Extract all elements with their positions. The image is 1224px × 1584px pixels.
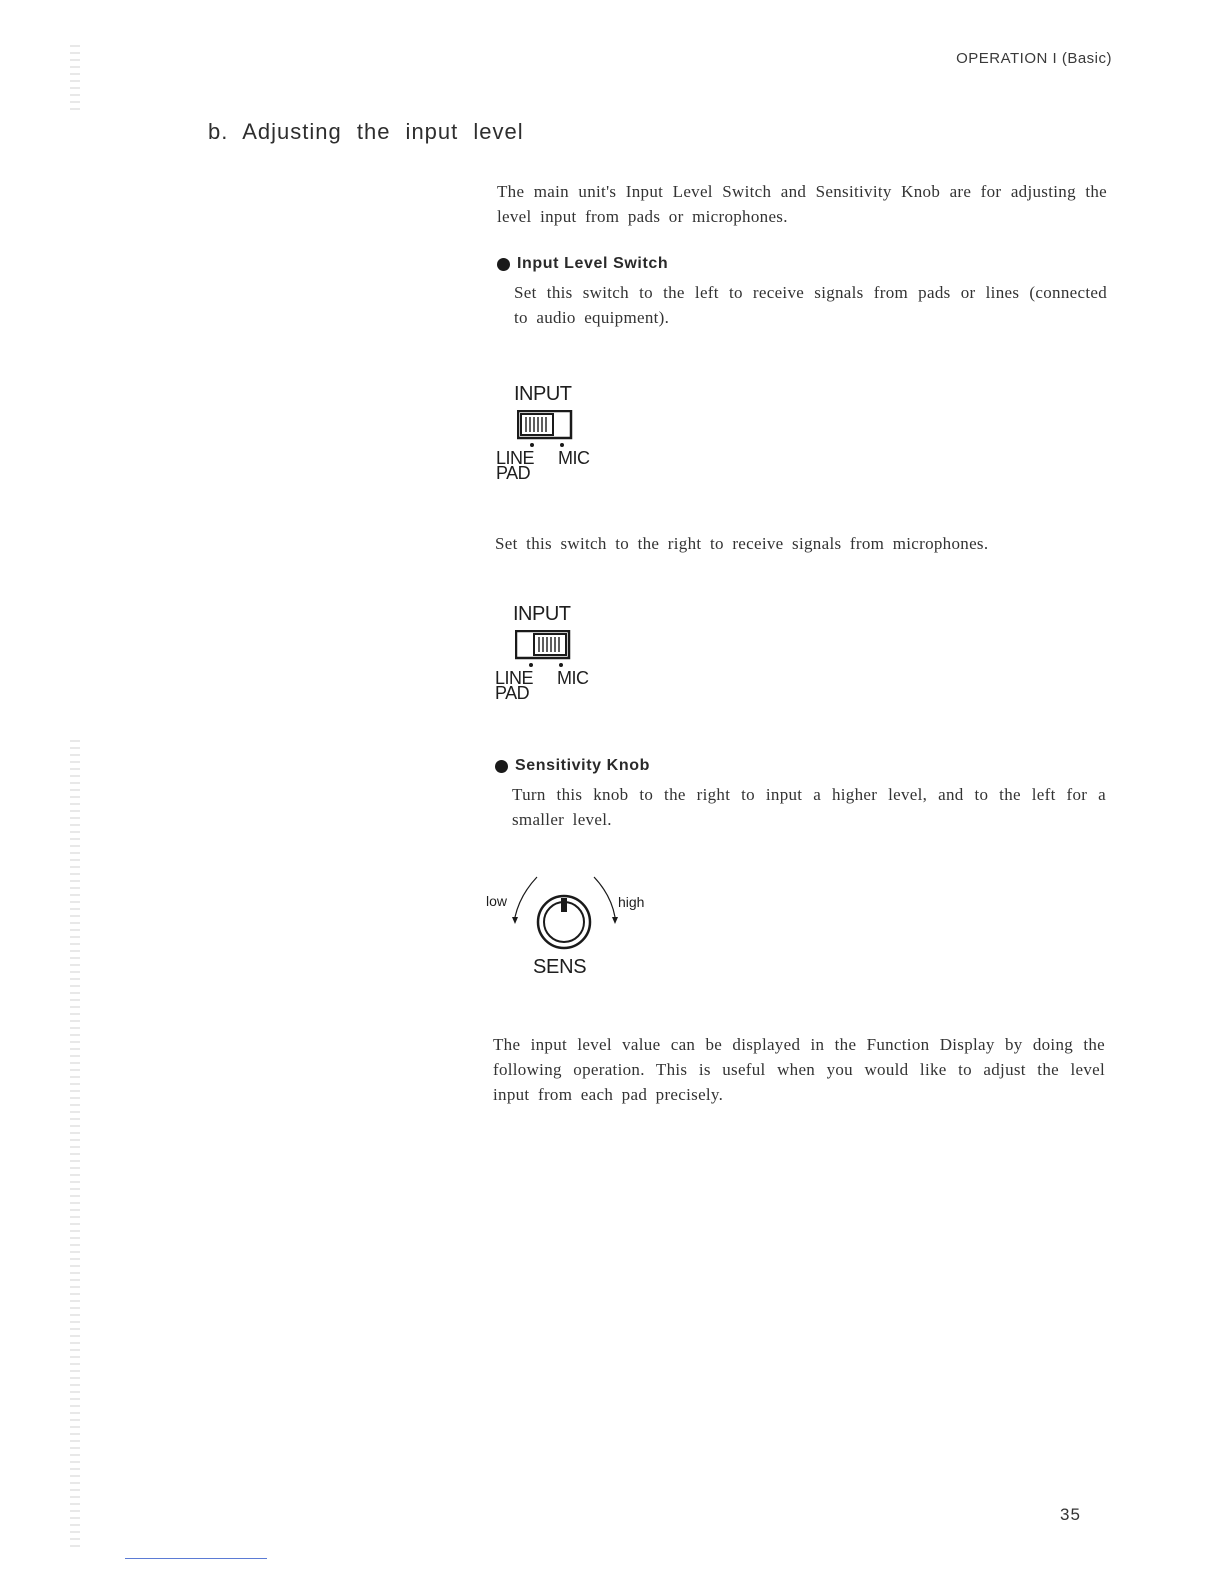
function-display-paragraph: The input level value can be displayed in the Function Display by doing the following operation. This is useful when you would like to adjust the level input from each pad precisely.: [493, 1035, 1105, 1104]
input-level-switch-heading-text: Input Level Switch: [517, 255, 669, 272]
line-position-dot: [530, 443, 534, 447]
switch-pad-label: PAD: [496, 463, 531, 483]
switch-pad-label: PAD: [495, 683, 530, 703]
knob-sens-label: SENS: [533, 956, 587, 978]
line-position-dot: [529, 663, 533, 667]
switch-input-label: INPUT: [514, 383, 572, 405]
input-switch-diagram-left: [494, 383, 614, 488]
input-level-switch-heading: [497, 255, 668, 273]
switch-input-label: INPUT: [513, 603, 571, 625]
running-header: OPERATION I (Basic): [956, 50, 1112, 67]
switch-right-description: Set this switch to the right to receive signals from microphones.: [495, 534, 989, 553]
bottom-rule: [125, 1558, 267, 1559]
slide-switch-icon: [517, 410, 573, 440]
switch-mic-label: MIC: [557, 668, 589, 688]
input-switch-diagram-right: [493, 603, 613, 708]
switch-mic-label: MIC: [558, 448, 590, 468]
mic-position-dot: [559, 663, 563, 667]
switch-line-label: LINE: [495, 668, 534, 688]
switch-line-label: LINE: [496, 448, 535, 468]
knob-high-label: high: [618, 894, 645, 910]
mic-position-dot: [560, 443, 564, 447]
section-title: b. Adjusting the input level: [208, 119, 524, 144]
page-number: 35: [1060, 1505, 1081, 1524]
bullet-icon: [495, 760, 508, 773]
sensitivity-knob-description: Turn this knob to the right to input a higher level, and to the left for a smaller level.: [512, 785, 1106, 829]
intro-paragraph: The main unit's Input Level Switch and Sensitivity Knob are for adjusting the level input from pads or microphones.: [497, 182, 1107, 226]
scan-edge-artifact-top: [70, 45, 80, 110]
knob-icon: [480, 870, 660, 950]
input-level-switch-description: Set this switch to the left to receive signals from pads or lines (connected to audio equipment).: [514, 283, 1107, 327]
sensitivity-knob-heading-text: Sensitivity Knob: [515, 757, 650, 774]
sens-knob-diagram: [480, 870, 660, 985]
sensitivity-knob-heading: [495, 757, 650, 775]
slide-switch-icon: [515, 630, 571, 660]
scan-edge-artifact-bottom: [70, 740, 80, 1550]
knob-low-label: low: [486, 893, 508, 909]
bullet-icon: [497, 258, 510, 271]
